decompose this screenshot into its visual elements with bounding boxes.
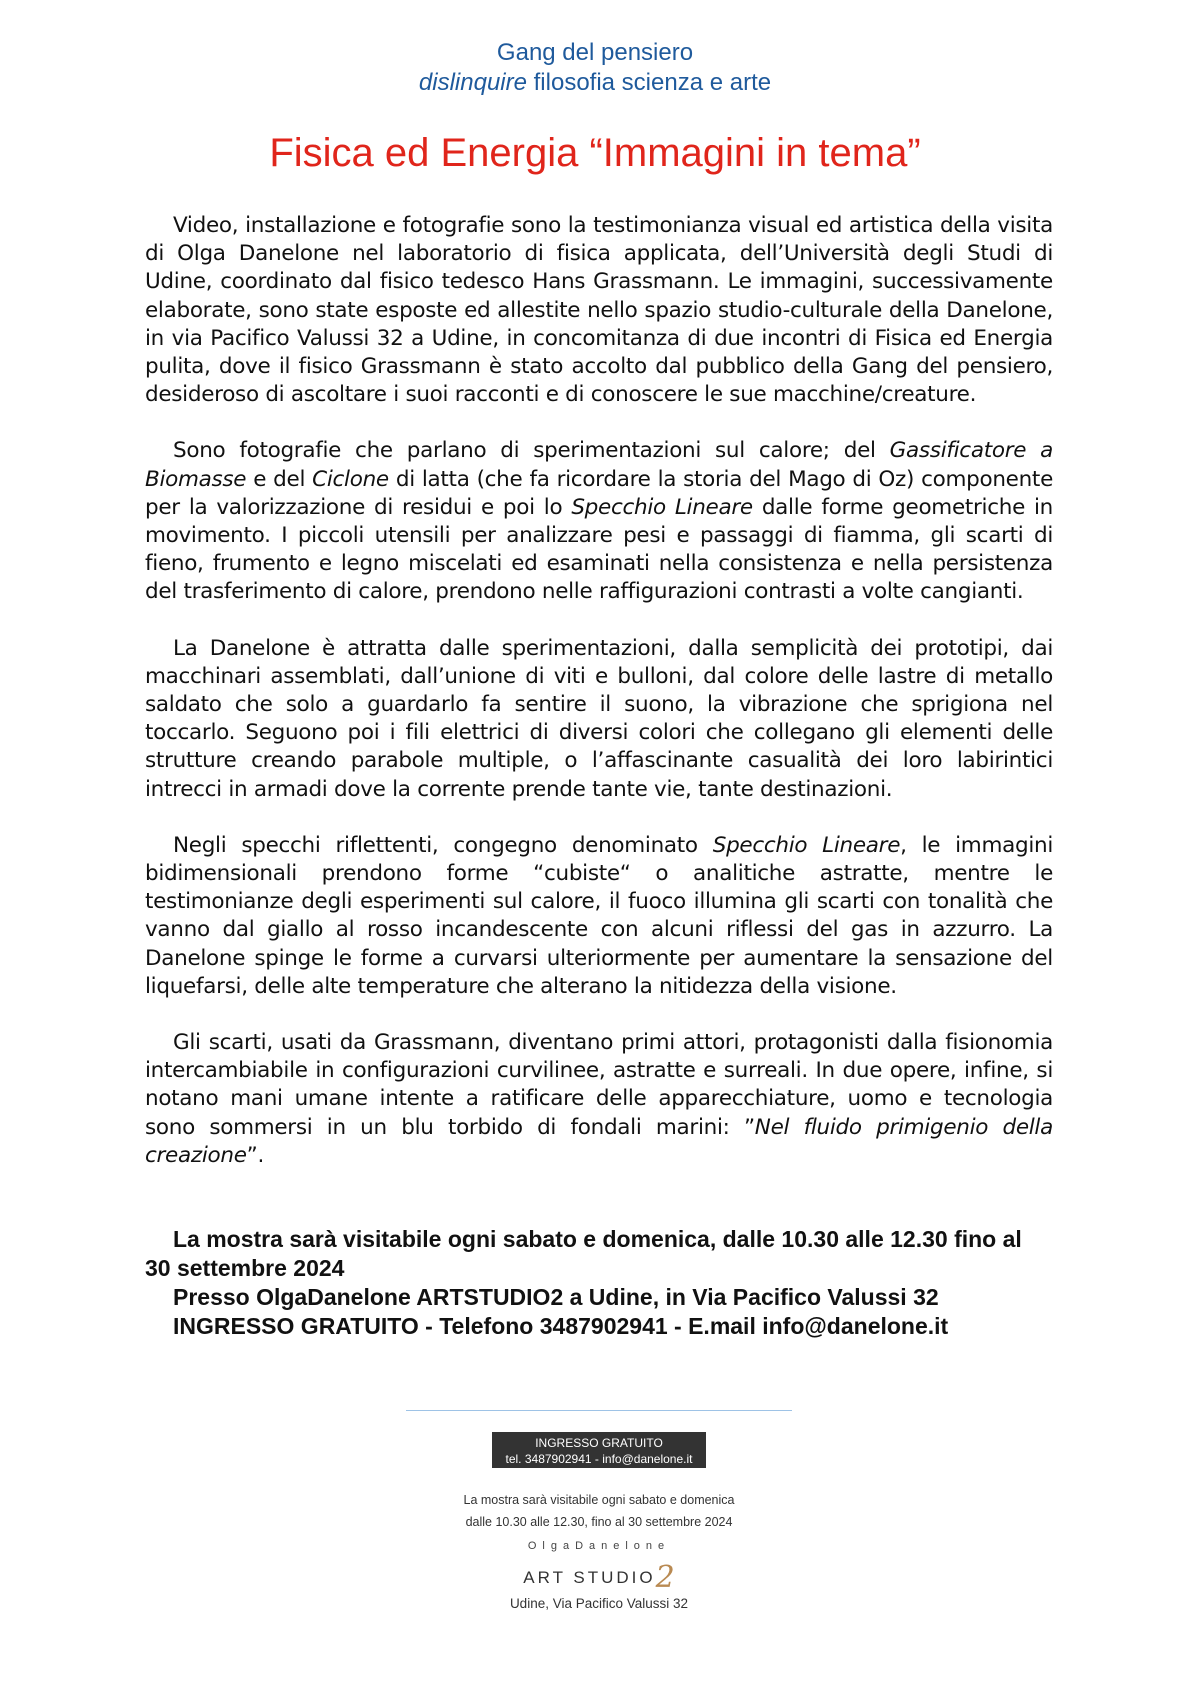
- p4-text-2: , le immagini bidimensionali prendono forme “cubiste“ o analitiche astratte, mentre le testimonianze degli esperimenti sul calore, il fuoco illumina gli scarti con tonalità che vanno dal giallo al rosso incandescente con alcuni riflessi del gas in azzurro. La Danelone spinge le forme a curvarsi ulteriormente per aumentare la sensazione del liquefarsi, delle alte temperature che alterano la nitidezza della visione.: [145, 832, 1053, 999]
- paragraph-3: La Danelone è attratta dalle sperimentazioni, dalla semplicità dei prototipi, dai macchinari assemblati, dall’unione di viti e bulloni, dal colore delle lastre di metallo saldato che solo a guardarlo fa sentire il suono, la vibrazione che sprigiona nel toccarlo. Seguono poi i fili elettrici di diversi colori che collegano gli elementi delle strutture creando parabole multiple, o l’affascinante casualità dei loro labirintici intrecci in armadi dove la corrente prende tante vie, tante destinazioni.: [145, 635, 1053, 802]
- p2-italic-2: Ciclone: [312, 466, 389, 492]
- p2-italic-1: Gassificatore a Biomasse: [145, 438, 1054, 492]
- flyer-free-entry-box: [492, 1432, 706, 1468]
- info-schedule: La mostra sarà visitabile ogni sabato e domenica, dalle 10.30 alle 12.30 fino al 30 settembre 2024: [145, 1226, 1022, 1281]
- flyer-artist-name: OlgaDanelone: [527, 1540, 671, 1552]
- paragraph-1: Video, installazione e fotografie sono la testimonianza visual ed artistica della visita di Olga Danelone nel laboratorio di fisica applicata, dell’Università degli Studi di Udine, coordinato dal fisico tedesco Hans Grassmann. Le immagini, successivamente elaborate, sono state esposte ed allestite nello spazio studio-culturale della Danelone, in via Pacifico Valussi 32 a Udine, in concomitanza di due incontri di Fisica ed Energia pulita, dove il fisico Grassmann è stato accolto dal pubblico della Gang del pensiero, desideroso di ascoltare i suoi racconti e di conoscere le sue macchine/creature.: [145, 213, 1053, 408]
- p5-text-1: Gli scarti, usati da Grassmann, diventano primi attori, protagonisti dalla fisionomia intercambiabile in configurazioni curvilinee, astratte e surreali. In due opere, infine, si notano mani umane intente a ratificare delle apparecchiature, uomo e tecnologia sono sommersi in un blu torbido di fondali marini: ”: [145, 1030, 1053, 1140]
- flyer-divider: [406, 1410, 792, 1411]
- p2-text-3: di latta (che fa ricordare la storia del Mago di Oz) componente per la valorizzazione di residui e poi lo: [145, 466, 1053, 520]
- paragraph-4: [145, 832, 1053, 1001]
- info-location: Presso OlgaDanelone ARTSTUDIO2 a Udine, in Via Pacifico Valussi 32: [173, 1284, 939, 1310]
- exhibition-info: [145, 1225, 1053, 1341]
- flyer-studio-logo: [406, 1560, 792, 1595]
- flyer-studio-number: 2: [655, 1560, 675, 1595]
- article-body: [145, 212, 1053, 1170]
- flyer-free-entry: INGRESSO GRATUITO: [535, 1436, 663, 1450]
- flyer-address: Udine, Via Pacifico Valussi 32: [509, 1596, 689, 1611]
- flyer-schedule: [406, 1489, 792, 1533]
- org-name: Gang del pensiero: [496, 39, 694, 66]
- tagline-italic: dislinquire: [418, 69, 527, 96]
- flyer-image: [406, 1410, 792, 1620]
- flyer-schedule-line-1: La mostra sarà visitabile ogni sabato e domenica: [463, 1493, 735, 1507]
- page-header: [0, 38, 1190, 98]
- p2-italic-3: Specchio Lineare: [571, 494, 753, 520]
- info-contact: INGRESSO GRATUITO - Telefono 3487902941 - E.mail info@danelone.it: [173, 1313, 949, 1339]
- p2-text-4: dalle forme geometriche in movimento. I piccoli utensili per analizzare pesi e passaggi di fiamma, gli scarti di fieno, frumento e legno miscelati ed esaminati nella consistenza e nella persistenza del trasferimento di calore, prendono nelle raffigurazioni contrasti a volte cangianti.: [145, 494, 1054, 605]
- flyer-contact: tel. 3487902941 - info@danelone.it: [505, 1452, 693, 1466]
- p5-text-2: ”.: [246, 1142, 265, 1168]
- flyer-schedule-line-2: dalle 10.30 alle 12.30, fino al 30 settembre 2024: [465, 1515, 733, 1529]
- p4-text-1: Negli specchi riflettenti, congegno denominato: [173, 832, 713, 858]
- tagline-rest: filosofia scienza e arte: [526, 69, 772, 96]
- p2-text-1: Sono fotografie che parlano di sperimentazioni sul calore; del: [173, 438, 890, 464]
- flyer-studio-text: ART STUDIO: [523, 1568, 656, 1587]
- page-title: Fisica ed Energia “Immagini in tema”: [269, 131, 921, 175]
- p5-italic-1: Nel fluido primigenio della creazione: [145, 1114, 1053, 1168]
- paragraph-5: [145, 1029, 1053, 1170]
- p2-text-2: e del: [246, 466, 313, 492]
- paragraph-2: [145, 437, 1053, 606]
- p4-italic-1: Specchio Lineare: [712, 832, 901, 858]
- org-tagline: [0, 68, 1190, 98]
